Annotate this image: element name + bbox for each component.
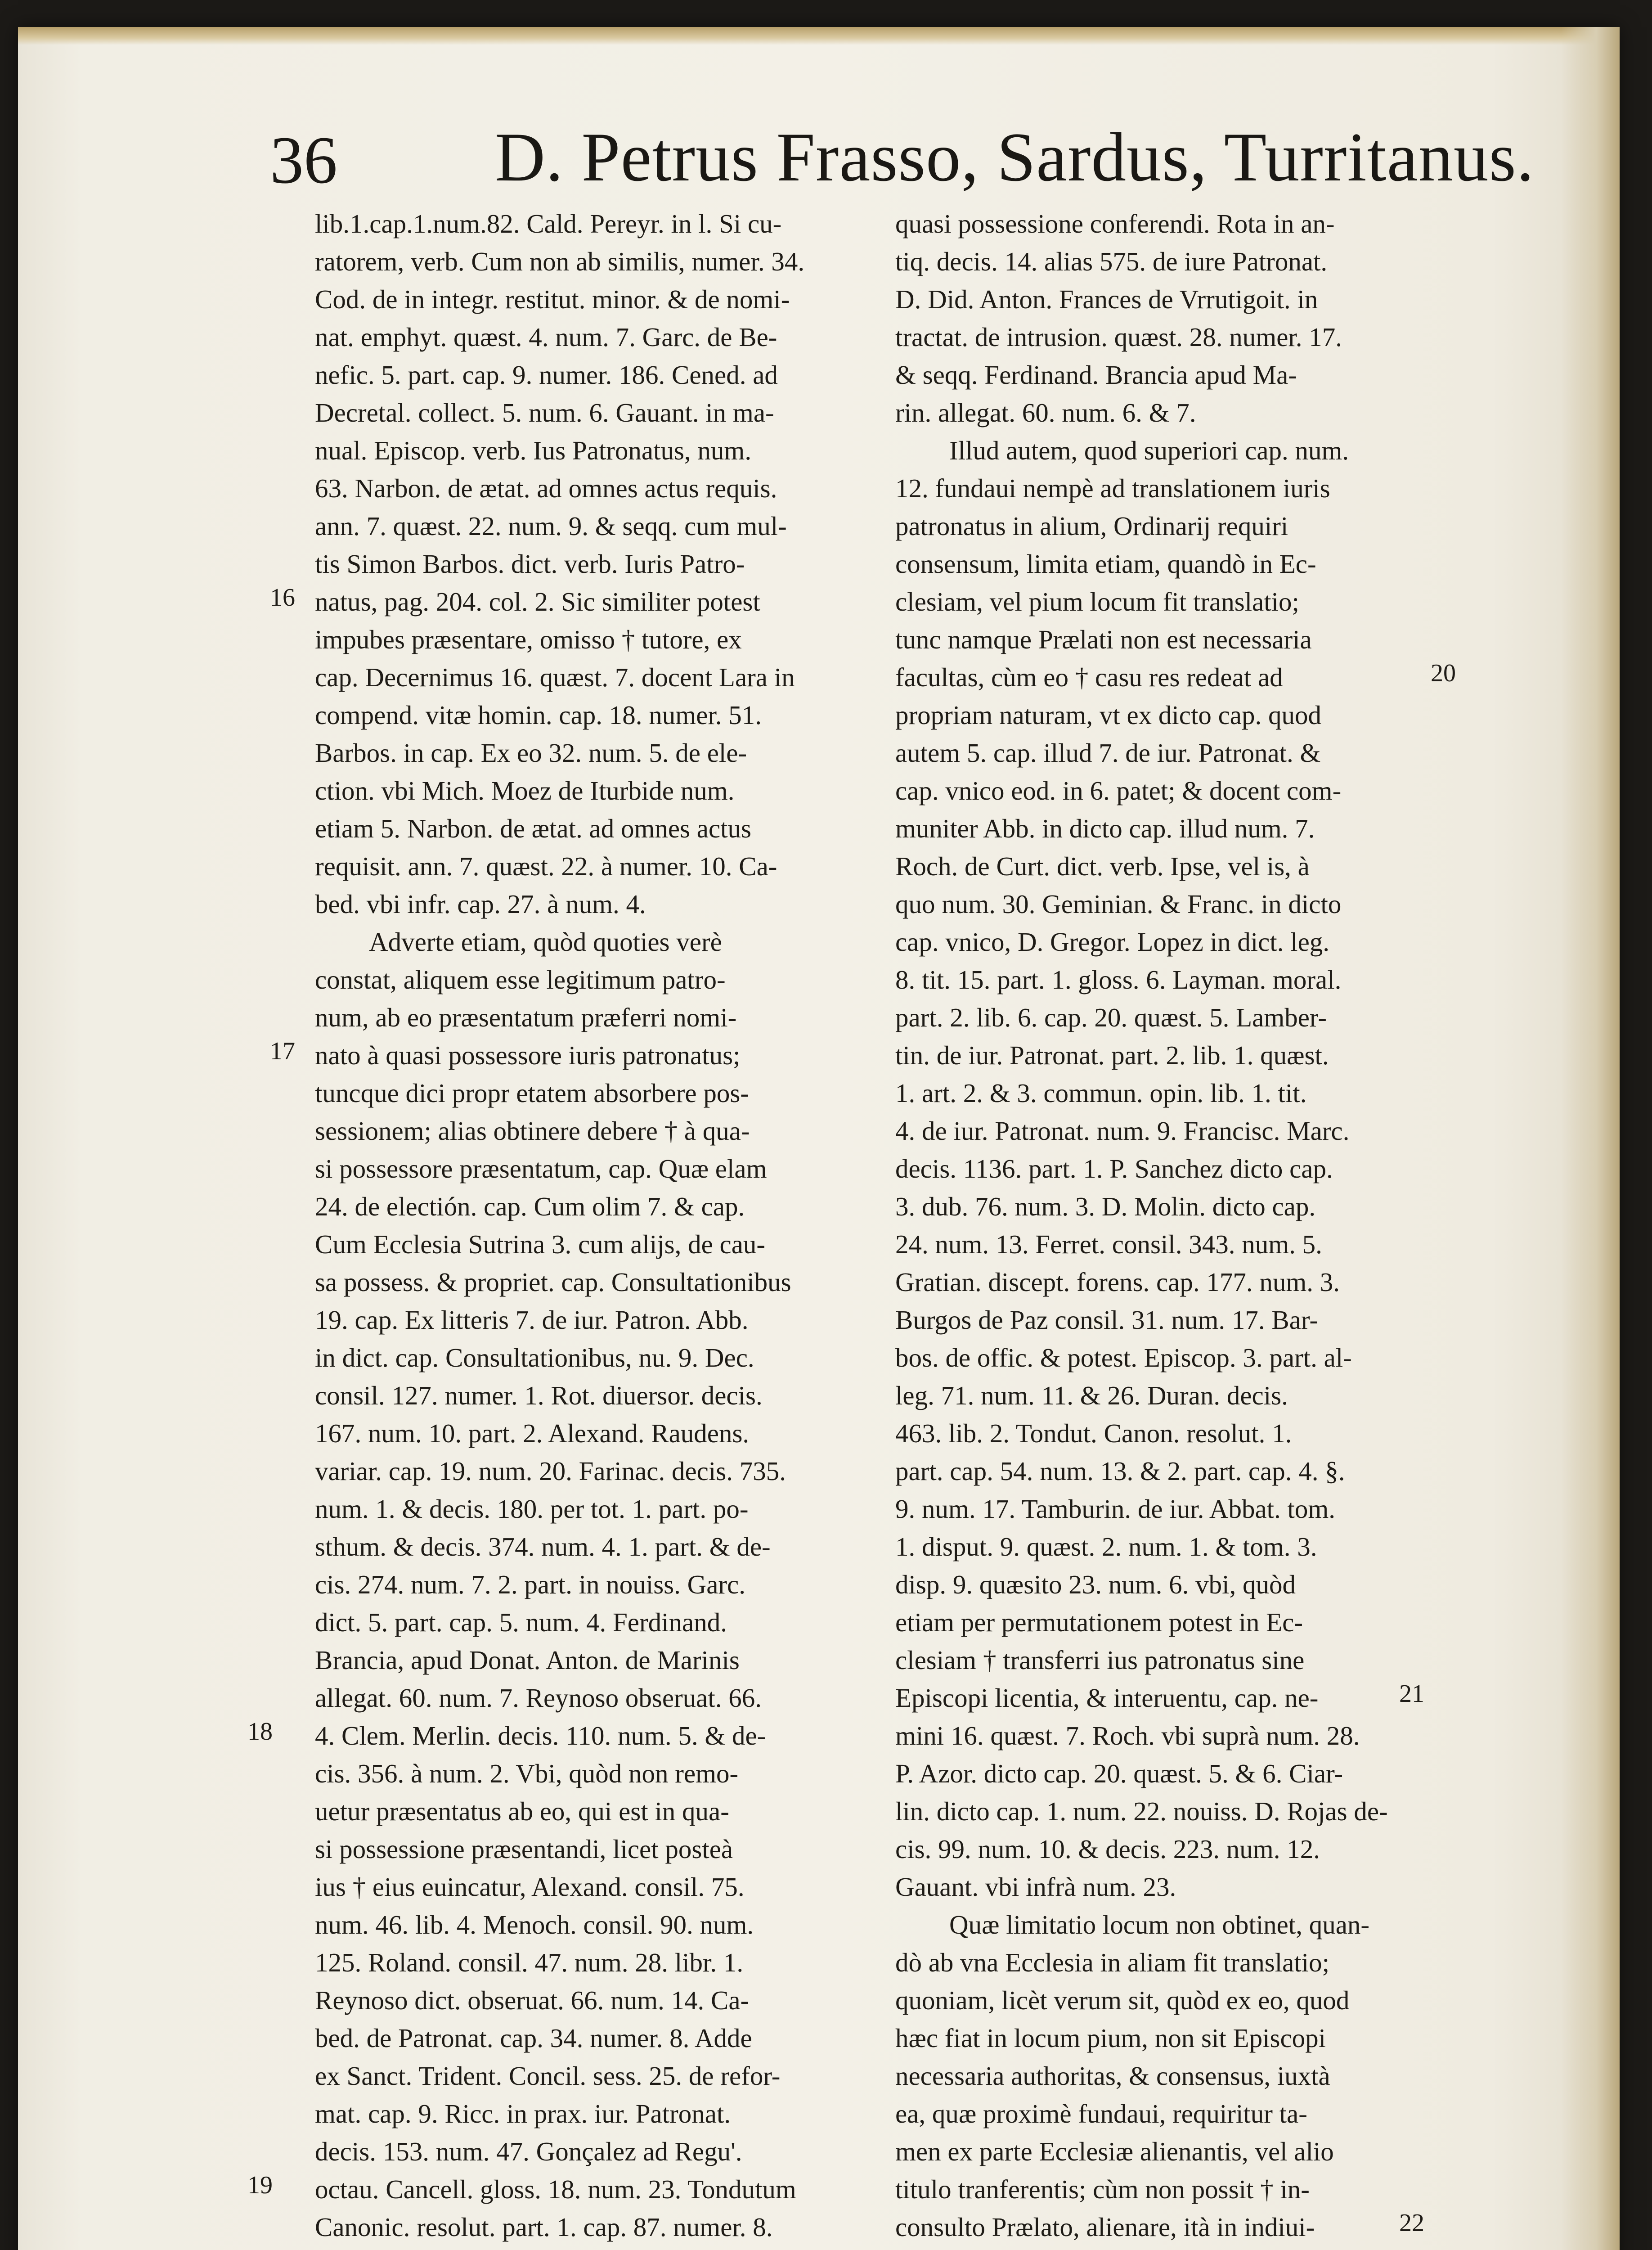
- text-line: mat. cap. 9. Ricc. in prax. iur. Patronat.: [315, 2099, 731, 2128]
- text-line: patronatus in alium, Ordinarij requiri: [895, 511, 1288, 541]
- text-line: natus, pag. 204. col. 2. Sic similiter potest: [315, 587, 760, 616]
- text-line: ann. 7. quæst. 22. num. 9. & seqq. cum mul-: [315, 511, 787, 541]
- text-line: num. 46. lib. 4. Menoch. consil. 90. num.: [315, 1910, 754, 1940]
- text-line: propriam naturam, vt ex dicto cap. quod: [895, 700, 1321, 730]
- text-line: 1. art. 2. & 3. commun. opin. lib. 1. tit.: [895, 1078, 1307, 1108]
- text-line: D. Did. Anton. Frances de Vrrutigoit. in: [895, 284, 1318, 314]
- text-line: consensum, limita etiam, quandò in Ec-: [895, 549, 1316, 579]
- text-line: dict. 5. part. cap. 5. num. 4. Ferdinand.: [315, 1607, 727, 1637]
- margin-number: 16: [270, 584, 295, 612]
- text-line: necessaria authoritas, & consensus, iuxtà: [895, 2061, 1330, 2091]
- text-line: 9. num. 17. Tamburin. de iur. Abbat. tom.: [895, 1494, 1336, 1524]
- text-line: allegat. 60. num. 7. Reynoso obseruat. 66.: [315, 1683, 762, 1713]
- text-line: lin. dicto cap. 1. num. 22. nouiss. D. Rojas de-: [895, 1796, 1388, 1826]
- text-line: Cod. de in integr. restitut. minor. & de nomi-: [315, 284, 790, 314]
- text-line: 12. fundaui nempè ad translationem iuris: [895, 473, 1330, 503]
- left-column: [315, 205, 873, 2250]
- text-line: dò ab vna Ecclesia in aliam fit translatio;: [895, 1948, 1329, 1977]
- text-line: titulo tranferentis; cùm non possit † in-: [895, 2174, 1310, 2204]
- text-line: tis Simon Barbos. dict. verb. Iuris Patro-: [315, 549, 745, 579]
- text-line: 125. Roland. consil. 47. num. 28. libr. 1.: [315, 1948, 744, 1977]
- text-line: num, ab eo præsentatum præferri nomi-: [315, 1003, 737, 1032]
- text-line: lib.1.cap.1.num.82. Cald. Pereyr. in l. Si cu-: [315, 209, 782, 238]
- text-line: Canonic. resolut. part. 1. cap. 87. numer. 8.: [315, 2212, 773, 2242]
- text-line: requisit. ann. 7. quæst. 22. à numer. 10. Ca-: [315, 851, 777, 881]
- text-line: 4. de iur. Patronat. num. 9. Francisc. Marc.: [895, 1116, 1350, 1146]
- text-line: nato à quasi possessore iuris patronatus;: [315, 1040, 741, 1070]
- text-line: consil. 127. numer. 1. Rot. diuersor. decis.: [315, 1381, 763, 1410]
- text-line: ea, quæ proximè fundaui, requiritur ta-: [895, 2099, 1307, 2128]
- text-line: disp. 9. quæsito 23. num. 6. vbi, quòd: [895, 1570, 1296, 1599]
- text-line: 24. num. 13. Ferret. consil. 343. num. 5.: [895, 1229, 1322, 1259]
- text-line: Quæ limitatio locum non obtinet, quan-: [949, 1910, 1370, 1940]
- text-line: & seqq. Ferdinand. Brancia apud Ma-: [895, 360, 1297, 390]
- text-line: mini 16. quæst. 7. Roch. vbi suprà num. 28.: [895, 1721, 1360, 1750]
- text-line: [895, 2246, 1458, 2250]
- text-line: variar. cap. 19. num. 20. Farinac. decis. 735.: [315, 1456, 786, 1486]
- text-line: Burgos de Paz consil. 31. num. 17. Bar-: [895, 1305, 1318, 1335]
- text-line: men ex parte Ecclesiæ alienantis, vel alio: [895, 2137, 1334, 2166]
- text-line: nat. emphyt. quæst. 4. num. 7. Garc. de Be-: [315, 322, 777, 352]
- text-line: 19. cap. Ex litteris 7. de iur. Patron. Abb.: [315, 1305, 749, 1335]
- margin-number: 17: [270, 1037, 295, 1065]
- text-line: Gratian. discept. forens. cap. 177. num. 3.: [895, 1267, 1340, 1297]
- margin-number: 22: [1399, 2209, 1424, 2237]
- text-line: 24. de electión. cap. Cum olim 7. & cap.: [315, 1192, 745, 1221]
- text-line: clesiam † transferri ius patronatus sine: [895, 1645, 1305, 1675]
- text-line: tunc namque Prælati non est necessaria: [895, 625, 1312, 654]
- text-line: etiam 5. Narbon. de ætat. ad omnes actus: [315, 814, 751, 843]
- margin-number: 18: [247, 1718, 273, 1746]
- text-line: etiam per permutationem potest in Ec-: [895, 1607, 1303, 1637]
- text-line: Reynoso dict. obseruat. 66. num. 14. Ca-: [315, 1985, 750, 2015]
- text-line: si possessore præsentatum, cap. Quæ elam: [315, 1154, 767, 1184]
- text-line: cis. 356. à num. 2. Vbi, quòd non remo-: [315, 1759, 739, 1788]
- text-line: rin. allegat. 60. num. 6. & 7.: [895, 398, 1196, 428]
- text-line: in dict. cap. Consultationibus, nu. 9. Dec.: [315, 1343, 754, 1372]
- text-line: Gauant. vbi infrà num. 23.: [895, 1872, 1176, 1902]
- text-line: nefic. 5. part. cap. 9. numer. 186. Cened. ad: [315, 360, 778, 390]
- text-line: num. 1. & decis. 180. per tot. 1. part. po-: [315, 1494, 749, 1524]
- text-line: uetur præsentatus ab eo, qui est in qua-: [315, 1796, 729, 1826]
- text-line: cap. vnico eod. in 6. patet; & docent com-: [895, 776, 1342, 806]
- text-line: bed. de Patronat. cap. 34. numer. 8. Adde: [315, 2023, 752, 2053]
- text-line: 8. tit. 15. part. 1. gloss. 6. Layman. moral.: [895, 965, 1342, 994]
- margin-number: 19: [247, 2171, 273, 2199]
- text-line: bos. de offic. & potest. Episcop. 3. part. al-: [895, 1343, 1352, 1372]
- text-line: cis. 99. num. 10. & decis. 223. num. 12.: [895, 1834, 1320, 1864]
- text-line: decis. 1136. part. 1. P. Sanchez dicto cap.: [895, 1154, 1333, 1184]
- page-number: 36: [270, 123, 337, 198]
- text-line: hæc fiat in locum pium, non sit Episcopi: [895, 2023, 1326, 2053]
- text-line: leg. 71. num. 11. & 26. Duran. decis.: [895, 1381, 1288, 1410]
- text-line: 463. lib. 2. Tondut. Canon. resolut. 1.: [895, 1418, 1292, 1448]
- running-head: D. Petrus Frasso, Sardus, Turritanus.: [495, 118, 1535, 196]
- text-line: quo num. 30. Geminian. & Franc. in dicto: [895, 889, 1342, 919]
- text-line: Roch. de Curt. dict. verb. Ipse, vel is, à: [895, 851, 1310, 881]
- text-line: quoniam, licèt verum sit, quòd ex eo, quod: [895, 1985, 1350, 2015]
- text-line: constat, aliquem esse legitimum patro-: [315, 965, 726, 994]
- text-line: compend. vitæ homin. cap. 18. numer. 51.: [315, 700, 762, 730]
- text-line: facultas, cùm eo † casu res redeat ad: [895, 662, 1283, 692]
- text-line: 3. dub. 76. num. 3. D. Molin. dicto cap.: [895, 1192, 1316, 1221]
- text-line: cap. vnico, D. Gregor. Lopez in dict. leg.: [895, 927, 1330, 957]
- page-top-edge: [18, 27, 1620, 45]
- text-line: Barbos. in cap. Ex eo 32. num. 5. de ele-: [315, 738, 747, 768]
- text-line: sthum. & decis. 374. num. 4. 1. part. & de-: [315, 1532, 771, 1562]
- text-line: tin. de iur. Patronat. part. 2. lib. 1. quæst.: [895, 1040, 1329, 1070]
- text-line: clesiam, vel pium locum fit translatio;: [895, 587, 1299, 616]
- text-line: decis. 153. num. 47. Gonçalez ad Regu'.: [315, 2137, 742, 2166]
- margin-number: 20: [1431, 659, 1456, 687]
- text-line: tuncque dici propr etatem absorbere pos-: [315, 1078, 749, 1108]
- text-line: bed. vbi infr. cap. 27. à num. 4.: [315, 889, 646, 919]
- page-right-edge: [1561, 27, 1620, 2250]
- text-line: muniter Abb. in dicto cap. illud num. 7.: [895, 814, 1315, 843]
- text-line: [315, 2246, 873, 2250]
- text-line: sessionem; alias obtinere debere † à qua-: [315, 1116, 750, 1146]
- text-line: part. cap. 54. num. 13. & 2. part. cap. 4. §.: [895, 1456, 1345, 1486]
- text-line: 167. num. 10. part. 2. Alexand. Raudens.: [315, 1418, 750, 1448]
- margin-number: 21: [1399, 1680, 1424, 1708]
- text-line: Episcopi licentia, & interuentu, cap. ne-: [895, 1683, 1319, 1713]
- text-line: Decretal. collect. 5. num. 6. Gauant. in ma-: [315, 398, 774, 428]
- text-line: tiq. decis. 14. alias 575. de iure Patronat.: [895, 247, 1328, 276]
- text-line: nual. Episcop. verb. Ius Patronatus, num.: [315, 436, 752, 465]
- page-header: [252, 112, 1535, 207]
- text-line: cis. 274. num. 7. 2. part. in nouiss. Garc.: [315, 1570, 745, 1599]
- text-line: cap. Decernimus 16. quæst. 7. docent Lara in: [315, 662, 795, 692]
- text-line: Cum Ecclesia Sutrina 3. cum alijs, de cau-: [315, 1229, 766, 1259]
- text-line: si possessione præsentandi, licet posteà: [315, 1834, 733, 1864]
- text-line: 63. Narbon. de ætat. ad omnes actus requis.: [315, 473, 777, 503]
- text-line: consulto Prælato, alienare, ità in indiui-: [895, 2212, 1315, 2242]
- text-line: ction. vbi Mich. Moez de Iturbide num.: [315, 776, 735, 806]
- text-line: octau. Cancell. gloss. 18. num. 23. Tondutum: [315, 2174, 796, 2204]
- text-line: ex Sanct. Trident. Concil. sess. 25. de refor-: [315, 2061, 781, 2091]
- text-line: sa possess. & propriet. cap. Consultationibus: [315, 1267, 791, 1297]
- text-line: Brancia, apud Donat. Anton. de Marinis: [315, 1645, 740, 1675]
- text-line: ratorem, verb. Cum non ab similis, numer. 34.: [315, 247, 805, 276]
- text-line: 1. disput. 9. quæst. 2. num. 1. & tom. 3.: [895, 1532, 1317, 1562]
- text-line: part. 2. lib. 6. cap. 20. quæst. 5. Lamber-: [895, 1003, 1327, 1032]
- text-line: Adverte etiam, quòd quoties verè: [369, 927, 722, 957]
- right-column: [895, 205, 1458, 2250]
- text-line: Illud autem, quod superiori cap. num.: [949, 436, 1349, 465]
- text-line: tractat. de intrusion. quæst. 28. numer. 17.: [895, 322, 1342, 352]
- text-line: 4. Clem. Merlin. decis. 110. num. 5. & de-: [315, 1721, 766, 1750]
- text-line: quasi possessione conferendi. Rota in an-: [895, 209, 1335, 238]
- text-line: ius † eius euincatur, Alexand. consil. 75.: [315, 1872, 745, 1902]
- text-line: P. Azor. dicto cap. 20. quæst. 5. & 6. Ciar-: [895, 1759, 1343, 1788]
- text-line: autem 5. cap. illud 7. de iur. Patronat. &: [895, 738, 1321, 768]
- text-line: impubes præsentare, omisso † tutore, ex: [315, 625, 742, 654]
